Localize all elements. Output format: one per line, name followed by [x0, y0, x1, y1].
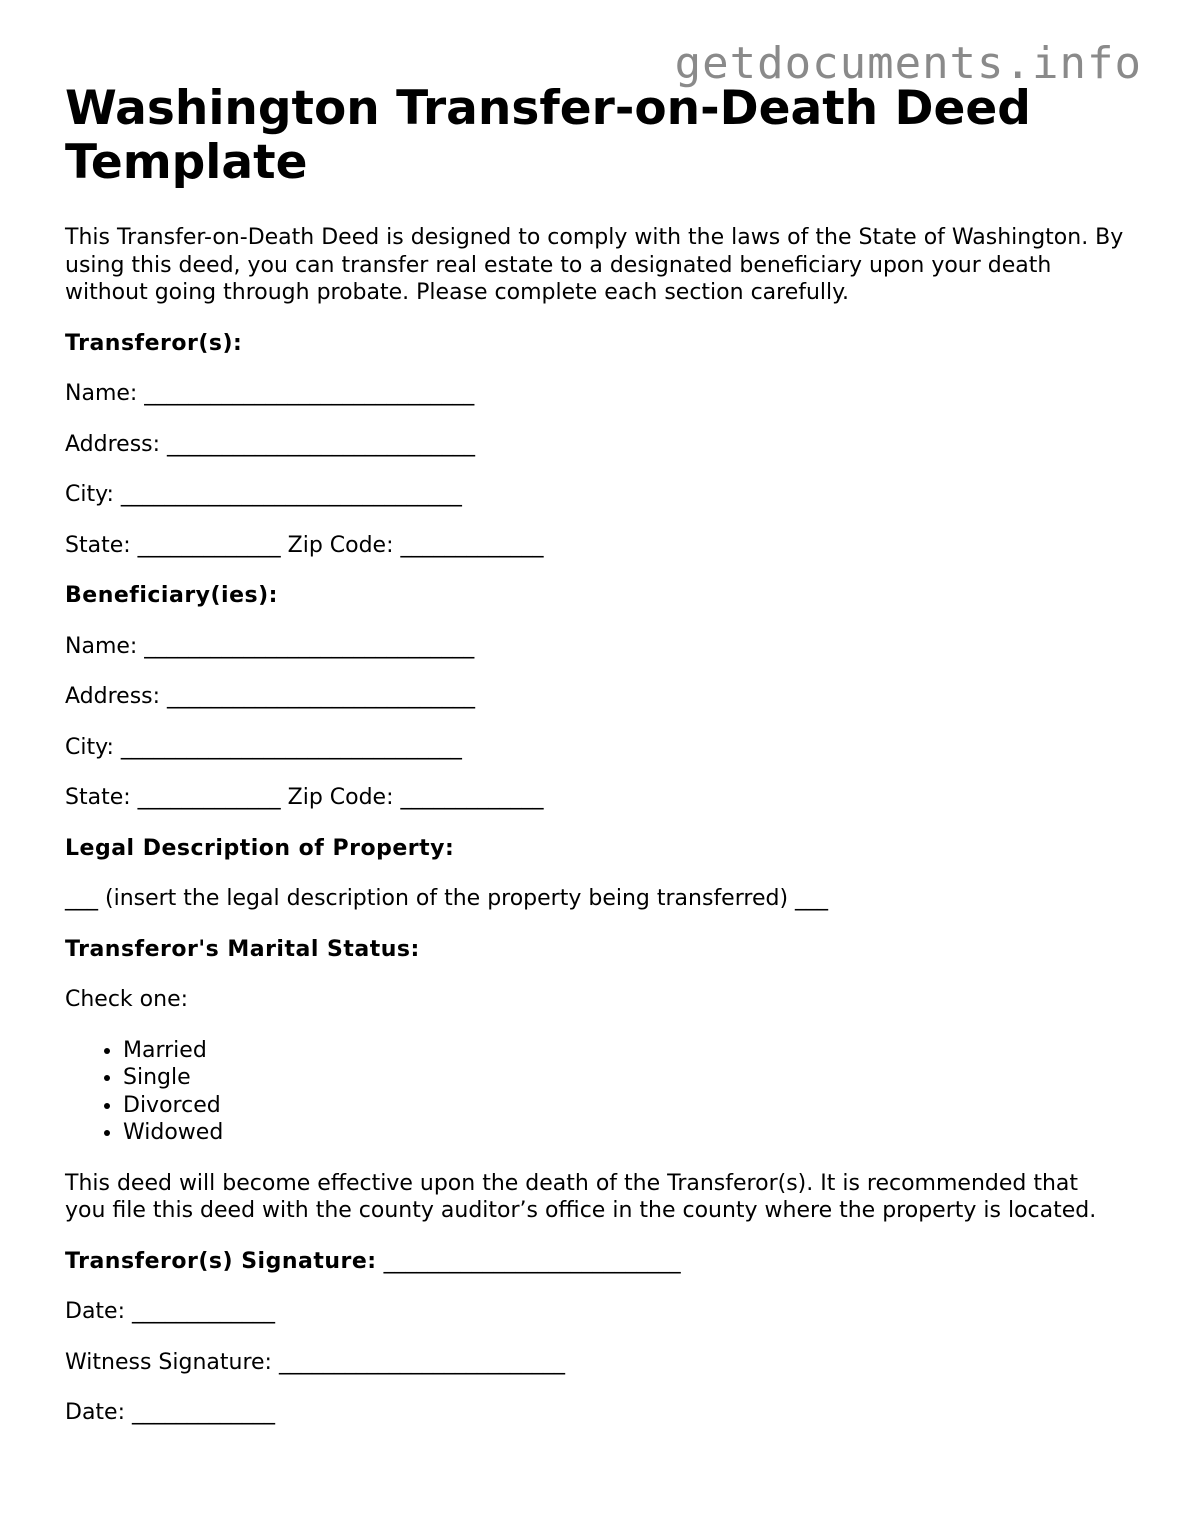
beneficiaries-heading: Beneficiary(ies):: [65, 583, 278, 608]
marital-status-instruction: Check one:: [65, 987, 189, 1012]
marital-option-widowed: • Widowed: [123, 1119, 1125, 1147]
effective-note: This deed will become effective upon the death of the Transferor(s). It is recommended that you file this deed with the county auditor’s office in the county where the property is located.: [65, 1170, 1097, 1223]
marital-option-single: • Single: [123, 1064, 1125, 1092]
legal-description-heading: Legal Description of Property:: [65, 835, 455, 861]
marital-option-married: • Married: [123, 1037, 1125, 1065]
transferor-signature-blank: ___________________________: [383, 1248, 681, 1274]
transferors-heading: Transferor(s):: [65, 330, 243, 356]
beneficiary-state-zip-field: State: _____________ Zip Code: _____________: [65, 785, 544, 810]
witness-signature-field: Witness Signature: __________________________: [65, 1349, 565, 1375]
witness-date-field: Date: _____________: [65, 1400, 275, 1425]
marital-status-heading: Transferor's Marital Status:: [65, 936, 420, 962]
marital-status-options: [65, 1037, 1125, 1147]
transferor-city-field: City: _______________________________: [65, 482, 462, 507]
document-page: [65, 82, 1125, 1450]
document-title: Washington Transfer-on-Death Deed Template: [65, 81, 1031, 190]
marital-option-divorced: • Divorced: [123, 1092, 1125, 1120]
transferor-signature-label: Transferor(s) Signature:: [65, 1248, 377, 1274]
transferor-signature-line: [65, 1248, 1125, 1276]
transferor-name-field: Name: ______________________________: [65, 381, 475, 406]
watermark: getdocuments.info: [674, 38, 1142, 89]
beneficiary-city-field: City: _______________________________: [65, 734, 462, 760]
transferor-address-field: Address: ____________________________: [65, 431, 476, 457]
intro-paragraph: This Transfer-on-Death Deed is designed to comply with the laws of the State of Washington. By using this deed, you can transfer real estate to a designated beneficiary upon your death without going through probate. Please complete each section carefully.: [65, 225, 1124, 305]
transferor-state-zip-field: State: _____________ Zip Code: _____________: [65, 532, 544, 558]
legal-description-field: ___ (insert the legal description of the property being transferred) ___: [65, 886, 829, 911]
transferor-date-field: Date: _____________: [65, 1299, 275, 1324]
beneficiary-address-field: Address: ____________________________: [65, 684, 476, 709]
beneficiary-name-field: Name: ______________________________: [65, 633, 475, 659]
